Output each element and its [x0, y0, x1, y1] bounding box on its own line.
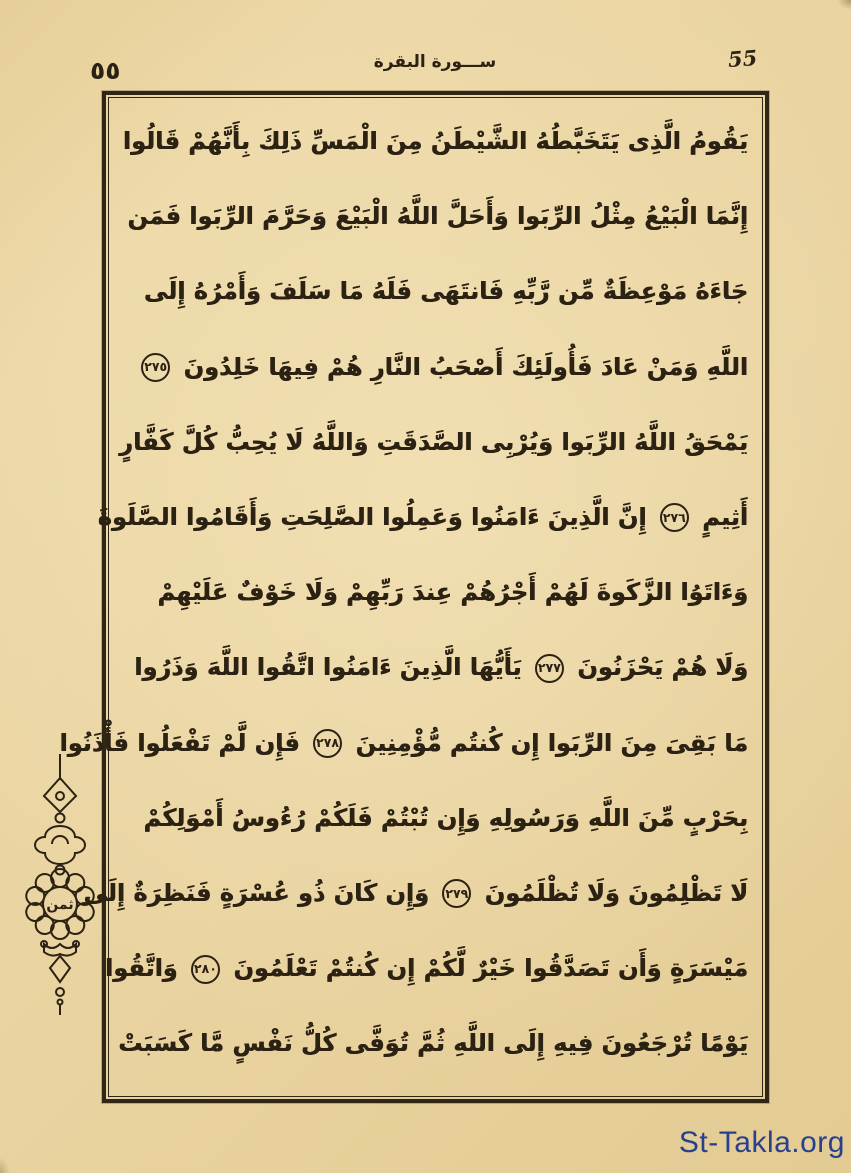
- quran-text: إِنَّ الَّذِينَ ءَامَنُوا وَعَمِلُوا الصَّلِحَتِ وَأَقَامُوا الصَّلَوةَ: [97, 502, 647, 531]
- quran-text: بِحَرْبٍ مِّنَ اللَّهِ وَرَسُولِهِ وَإِن تُبْتُمْ فَلَكُمْ رُءُوسُ أَمْوَلِكُمْ: [143, 803, 748, 832]
- page-number-latin: 55: [727, 45, 759, 72]
- quran-text: يَقُومُ الَّذِى يَتَخَبَّطُهُ الشَّيْطَنُ مِنَ الْمَسِّ ذَلِكَ بِأَنَّهُمْ قَالُوا: [122, 127, 748, 155]
- quran-text: مَيْسَرَةٍ وَأَن تَصَدَّقُوا خَيْرٌ لَّكُمْ إِن كُنتُمْ تَعْلَمُونَ: [233, 954, 748, 983]
- quran-line: [104, 931, 748, 1006]
- quran-text: فَإِن لَّمْ تَفْعَلُوا فَأْذَنُوا: [59, 728, 300, 757]
- quran-text: مَا بَقِىَ مِنَ الرِّبَوا إِن كُنتُم مُّؤْمِنِينَ: [355, 728, 748, 757]
- quran-text: وَإِن كَانَ ذُو عُسْرَةٍ فَنَظِرَةٌ إِلَى: [83, 878, 429, 907]
- quran-text: وَلَا هُمْ يَحْزَنُونَ: [577, 653, 748, 682]
- quran-line: [118, 1006, 748, 1081]
- quran-line: [121, 781, 748, 856]
- quran-text: لَا تَظْلِمُونَ وَلَا تُظْلَمُونَ: [484, 878, 748, 907]
- scan-smudge: [0, 1157, 10, 1173]
- verse-number-badge: ٢٧٧: [535, 654, 564, 683]
- watermark-site-name: St-Takla.org: [678, 1126, 845, 1159]
- quran-line: [121, 104, 748, 179]
- quran-text: أَثِيمٍ: [702, 502, 748, 531]
- verse-number-badge: ٢٧٥: [141, 353, 170, 382]
- quran-line: [121, 254, 748, 329]
- quran-text: اللَّهِ وَمَنْ عَادَ فَأُولَئِكَ أَصْحَبُ النَّارِ هُمْ فِيهَا خَلِدُونَ: [183, 352, 748, 381]
- page-number-arabic: ٥٥: [90, 56, 121, 85]
- quran-text: يَمْحَقُ اللَّهُ الرِّبَوا وَيُرْبِى الصَّدَقَتِ وَاللَّهُ لَا يُحِبُّ كُلَّ كَفَّارٍ: [119, 427, 748, 456]
- quran-line: [59, 706, 748, 781]
- verse-number-badge: ٢٧٦: [660, 503, 689, 532]
- quran-text: وَاتَّقُوا: [104, 954, 178, 983]
- hizb-eighth-ornament-icon: [14, 752, 106, 1016]
- quran-text: إِنَّمَا الْبَيْعُ مِثْلُ الرِّبَوا وَأَحَلَّ اللَّهُ الْبَيْعَ وَحَرَّمَ الرِّبَوا فَمَن: [127, 202, 748, 231]
- quran-line: [121, 555, 748, 630]
- quran-text: وَءَاتَوُا الزَّكَوةَ لَهُمْ أَجْرُهُمْ عِندَ رَبِّهِمْ وَلَا خَوْفٌ عَلَيْهِمْ: [157, 578, 748, 607]
- quran-line: [97, 480, 748, 555]
- quran-line: [83, 856, 748, 931]
- verse-number-badge: ٢٧٩: [442, 879, 471, 908]
- verse-number-badge: ٢٨٠: [191, 955, 220, 984]
- quran-line: [121, 179, 748, 254]
- quran-text: يَأَيُّهَا الَّذِينَ ءَامَنُوا اتَّقُوا اللَّهَ وَذَرُوا: [134, 653, 522, 682]
- ornament-label: ثمن: [46, 897, 74, 913]
- surah-title: ســـورة البقرة: [373, 52, 497, 72]
- quran-line: [121, 630, 748, 705]
- verse-number-badge: ٢٧٨: [313, 729, 342, 758]
- quran-line: [121, 405, 748, 480]
- quran-text: يَوْمًا تُرْجَعُونَ فِيهِ إِلَى اللَّهِ ثُمَّ تُوَفَّى كُلُّ نَفْسٍ مَّا كَسَبَتْ: [118, 1029, 748, 1058]
- quran-text: جَاءَهُ مَوْعِظَةٌ مِّن رَّبِّهِ فَانتَهَى فَلَهُ مَا سَلَفَ وَأَمْرُهُ إِلَى: [143, 277, 748, 306]
- scan-smudge: [837, 0, 851, 10]
- quran-line: [121, 330, 748, 405]
